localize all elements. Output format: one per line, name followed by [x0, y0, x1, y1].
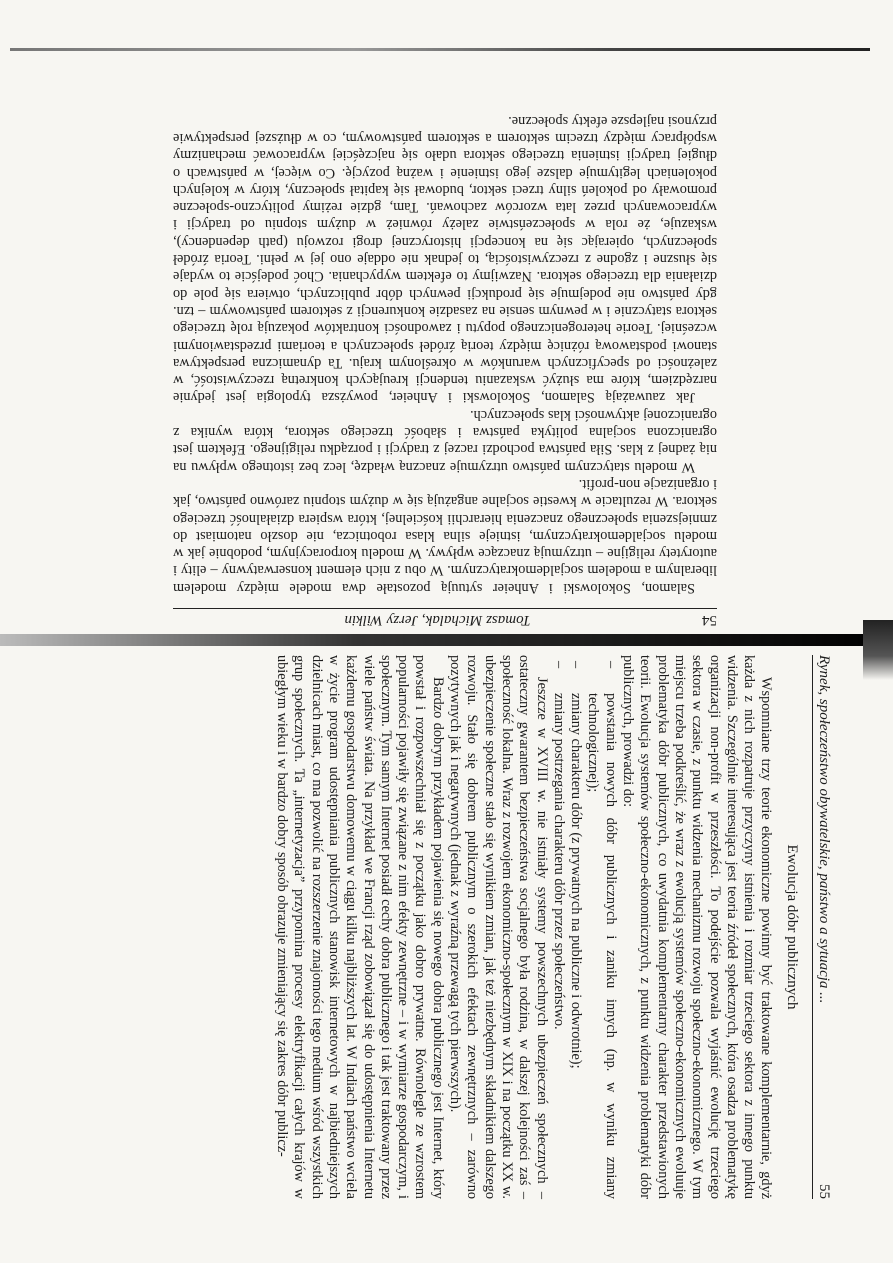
- book-gutter-shadow: [0, 634, 893, 646]
- binding-shadow: [863, 620, 893, 680]
- paragraph: Jeszcze w XVIII w. nie istniały systemy powszechnych ubezpieczeń społecznych – ostateczny gwarantem bezpieczeństwa socjalnego była rodzina, w dalszej kolejności zaś – społeczność lokalna. Wraz z rozwojem ekonomiczno-społecznym w XIX i na początku XX w. ubezpieczenie społeczne stało się wynikiem zmian, jak też niezbędnym składnikiem dalszego rozwoju. Stało się dobrem publicznym o szerokich efektach zewnętrznych – zarówno pozytywnych jak i negatywnych (jednak z wyraźną przewagą tych pierwszych).: [447, 655, 550, 1199]
- running-head-title: Rynek, społeczeństwo obywatelskie, państwo a sytuacja ...: [816, 655, 832, 1004]
- page-55: [162, 655, 832, 1199]
- page-number: 55: [816, 1184, 832, 1199]
- paragraph: Jak zauważają Salamon, Sokolowski i Anheier, powyższa typologia jest jedynie narzędziem, które ma służyć wskazaniu tendencji kreujących konkretną rzeczywistość, w zależności od specyficznych warunków w określonym kraju. Ta dynamiczna perspektywa stanowi podstawową różnicę między teorią źródeł społecznych a teoriami przedstawionymi wcześniej. Teorie heterogenicznego popytu i zawodności kontraktów pokazują rolę trzeciego sektora statycznie i w pewnym sensie na zasadzie konkurencji z sektorem państwowym – tzn. gdy państwo nie podejmuje się produkcji pewnych dóbr publicznych, otwiera się pole do działania dla trzeciego sektora. Nazwijmy to efektem wypychania. Choć podejście to wydaje się słuszne i zgodne z rzeczywistością, to jednak nie oddaje ono jej w pełni. Teoria źródeł społecznych, opierając się na koncepcji historycznej drogi rozwoju (path dependency), wskazuje, że rola w społeczeństwie zależy również w dużym stopniu od tradycji i wypracowanych przez lata wzorców zachowań. Tam, gdzie reżimy polityczno-społeczne promowały od pokoleń silny trzeci sektor, budował się kapitał społeczny, który w kolejnych pokoleniach legitymuje dalsze jego istnienie i ważną pozycję. Co więcej, w państwach o długiej tradycji istnienia trzeciego sektora udało się najczęściej wypracować mechanizmy współpracy między trzecim sektorem a sektorem państwowym, co w dłuższej perspektywie przynosi najlepsze efekty społeczne.: [173, 112, 717, 406]
- page-54: [173, 0, 717, 628]
- running-head-authors: Tomasz Michalak, Jerzy Wilkin: [344, 612, 531, 628]
- list-item: – zmiany charakteru dóbr (z prywatnych na publiczne i odwrotnie);: [567, 655, 584, 1199]
- paragraph: W modelu statycznym państwo utrzymuje znaczną władzę, lecz bez istotnego wpływu na nią żadnej z klas. Siła państwa pochodzi raczej z tradycji i porządku religijnego. Efektem jest ograniczona socjalna polityka państwa i słabość trzeciego sektora, która wynika z ograniczonej aktywności klas społecznych.: [173, 406, 717, 475]
- list-item: – zmiany postrzegania charakteru dóbr przez społeczeństwo.: [550, 655, 567, 1199]
- paragraph: Salamon, Sokolowski i Anheier sytuują pozostałe dwa modele między modelem liberalnym a modelem socjaldemokratycznym. W obu z nich element konserwatywny – elity i autorytety religijne – utrzymują znaczące wpływy. W modelu korporacyjnym, podobnie jak w modelu socjaldemokratycznym, istnieje silna klasa robotnicza, nie doszło natomiast do zmniejszenia społecznego znaczenia hierarchii kościelnej, która wspiera działalność trzeciego sektora. W rezultacie w kwestie socjalne angażują się w dużym stopniu zarówno państwo, jak i organizacje non-profit.: [173, 475, 717, 596]
- dash-list: [550, 655, 619, 1199]
- paragraph: Wspomniane trzy teorie ekonomiczne powinny być traktowane komplementarnie, gdyż każda z nich rozpatruje przyczyny istnienia i rozmiar trzeciego sektora z innego punktu widzenia. Szczególnie interesująca jest teoria źródeł społecznych, która osadza problematykę organizacji non-profit w przeszłości. To podejście pozwala wyjaśnić ewolucję trzeciego sektora w czasie, z punktu widzenia mechanizmu rozwoju społeczno-ekonomicznego. W tym miejscu trzeba podkreślić, że wraz z ewolucją systemów społeczno-ekonomicznych ewoluuje problematyka dóbr publicznych, co uwydatnia komplementarny charakter przedstawionych teorii. Ewolucja systemów społeczno-ekonomicznych, z punktu widzenia problematyki dóbr publicznych, prowadzi do:: [620, 655, 775, 1199]
- running-head: [812, 655, 832, 1199]
- paragraph: Bardzo dobrym przykładem pojawienia się nowego dobra publicznego jest Internet, który powstał i rozpowszechniał się z początku jako dobro prywatne. Równolegle ze wzrostem popularności pojawiły się związane z nim efekty zewnętrzne – i w wymiarze gospodarczym, i społecznym. Tym samym Internet posiadł cechy dobra publicznego i tak jest traktowany przez wiele państw świata. Na przykład we Francji rząd zobowiązał się do udostępnienia Internetu każdemu gospodarstwu domowemu w ciągu kilku najbliższych lat. W Indiach państwo wciela w życie program udostępniania publicznych stanowisk internetowych w najbiedniejszych dzielnicach miast, co ma pozwolić na rozszerzenie znajomości tego medium wśród wszystkich grup społecznych. Ta „internetyzacja” przypomina procesy elektryfikacji całych krajów w ubiegłym wieku i w bardzo dobry sposób obrazuje zmieniający się zakres dóbr publicz-: [274, 655, 446, 1199]
- section-title: Ewolucja dóbr publicznych: [783, 844, 800, 1010]
- running-head: [173, 608, 717, 628]
- list-item: – powstania nowych dóbr publicznych i zaniku innych (np. w wyniku zmiany technologicznej);: [584, 655, 619, 1199]
- page-number: 54: [702, 612, 717, 628]
